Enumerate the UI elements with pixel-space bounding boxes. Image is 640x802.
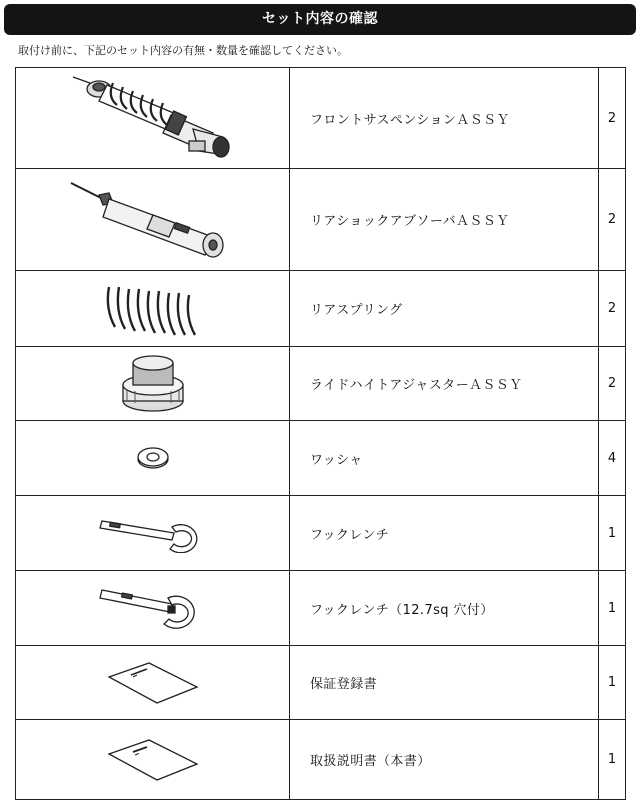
part-quantity: 1 <box>599 646 626 720</box>
part-quantity: 2 <box>599 68 626 169</box>
rear-shock-absorber-icon <box>63 175 243 265</box>
table-row <box>16 646 626 720</box>
part-quantity: 1 <box>599 720 626 800</box>
part-image-cell <box>16 271 290 347</box>
part-name: 保証登録書 <box>290 646 599 720</box>
section-title: セット内容の確認 <box>262 11 378 27</box>
part-image-cell <box>16 720 290 800</box>
table-row <box>16 347 626 421</box>
part-image-cell <box>16 169 290 271</box>
table-row <box>16 421 626 496</box>
table-row <box>16 169 626 271</box>
part-name: ワッシャ <box>290 421 599 496</box>
table-row <box>16 496 626 571</box>
part-quantity: 2 <box>599 169 626 271</box>
part-quantity: 1 <box>599 571 626 646</box>
part-image-cell <box>16 496 290 571</box>
part-image-cell <box>16 68 290 169</box>
part-image-cell <box>16 347 290 421</box>
parts-table <box>15 67 626 800</box>
table-row <box>16 68 626 169</box>
part-name: リアスプリング <box>290 271 599 347</box>
part-name: ライドハイトアジャスターＡＳＳＹ <box>290 347 599 421</box>
rear-spring-icon <box>103 277 203 341</box>
ride-height-adjuster-icon <box>113 351 193 417</box>
warranty-card-icon <box>103 661 203 705</box>
part-name: フロントサスペンションＡＳＳＹ <box>290 68 599 169</box>
section-title-bar <box>4 4 636 35</box>
part-quantity: 4 <box>599 421 626 496</box>
instruction-manual-icon <box>103 738 203 782</box>
table-row <box>16 571 626 646</box>
part-name: フックレンチ（12.7sq 穴付） <box>290 571 599 646</box>
hook-wrench-square-hole-icon <box>98 582 208 634</box>
part-image-cell <box>16 646 290 720</box>
part-quantity: 2 <box>599 347 626 421</box>
part-quantity: 1 <box>599 496 626 571</box>
washer-icon <box>133 445 173 471</box>
part-name: 取扱説明書（本書） <box>290 720 599 800</box>
part-quantity: 2 <box>599 271 626 347</box>
table-row <box>16 271 626 347</box>
part-name: リアショックアブソーバＡＳＳＹ <box>290 169 599 271</box>
part-image-cell <box>16 571 290 646</box>
table-row <box>16 720 626 800</box>
intro-text: 取付け前に、下記のセット内容の有無・数量を確認してください。 <box>18 44 348 57</box>
front-suspension-assy-icon <box>63 71 243 165</box>
hook-wrench-icon <box>98 513 208 553</box>
part-image-cell <box>16 421 290 496</box>
part-name: フックレンチ <box>290 496 599 571</box>
